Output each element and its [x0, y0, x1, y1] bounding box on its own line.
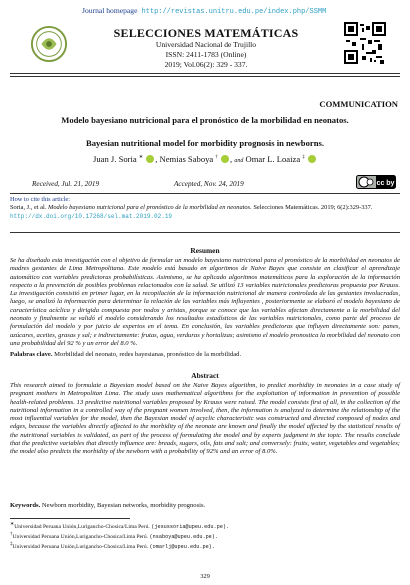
abstract-keywords [10, 502, 400, 510]
homepage-link[interactable]: http://revistas.unitru.edu.pe/index.php/SSMM [141, 8, 327, 16]
author-1-mark: ∗ [138, 155, 144, 161]
cc-badge-text: cc by [376, 180, 395, 187]
footnote-3: ‡Universidad Peruana Unión,Lurigancho-Chosica/Lima Perú. (omarlj@upeu.edu.pe). [10, 541, 215, 550]
footnotes [10, 521, 400, 551]
footnote-1: ∗Universidad Peruana Unión,Lurigancho-Chosica/Lima Perú. (jesussoria@upeu.edu.pe). [10, 522, 230, 530]
keywords-text: Newborn morbidity, Bayesian networks, morbidity prognosis. [41, 502, 206, 509]
citation-text [10, 204, 400, 221]
author-3-mark: ‡ [302, 155, 305, 161]
volume-info: 2019; Vol.06(2): 329 - 337. [164, 60, 248, 69]
citation-rule-bottom [10, 232, 400, 233]
author-3: Omar L. Loaiza [245, 154, 301, 164]
university: Universidad Nacional de Trujillo [155, 40, 257, 49]
author-2-mark: † [215, 155, 218, 161]
citation-block [10, 196, 400, 221]
author-1: Juan J. Soria [93, 154, 137, 164]
palabras-clave-text: Morbilidad del neonato, redes bayesianas, pronóstico de la morbilidad. [54, 351, 242, 358]
journal-header [22, 20, 390, 68]
header-rule-top [10, 73, 400, 74]
journal-title: SELECCIONES MATEMÁTICAS [113, 26, 299, 40]
section-label: COMMUNICATION [319, 99, 398, 109]
resumen-text: Se ha diseñado esta investigación con el objetivo de formular un modelo bayesiano nutricional para el pronóstico de la morbilidad en neonatos de madres gestantes de Lima Metropolitana. Este modelo está basado en algoritmos de Naive Bayes que consiste en clasificar el aprendizaje automático con variables predictoras probabilísticas. Asimismo, se ha aplicado algoritmos matemáticos para la exploración de la información respecto a la prevención de posibles problemas relacionados con la salud. Se utilizó 13 variables nutricionales predictoras propuesta por Krauss. La investigación consistió en primer lugar, en la recopilación de la información nutricional de manera controlada de las gestantes involucradas, luego, se analizó la información para determinar la relación de las variables más influyentes , posteriormente se elaboró el modelo bayesiano de característica acíclica y dirigida compuesta por nodos y aristas, porque se conoce que las variables afectan directamente a la morbilidad del neonato y finalmente se validó el modelo considerando los resultados estadísticos de las variables nutricionales, como parte del proceso de formulación del modelo y por juicio de expertos en el tema. En conclusión, las variables predictoras que influyen directamente son: panes, azúcares, aceites, grasas y sal; e indirectamente: frutas, agua, verduras y hortalizas; asimismo el modelo pronostica la morbilidad del neonato con una probabilidad del 92 % y un error del 8.0 %. [10, 257, 400, 347]
header-rule-bottom [10, 76, 400, 77]
citation-title: Modelo bayesiano nutricional para el pronóstico de la morbilidad en neonatos. [48, 204, 252, 212]
palabras-clave-label: Palabras clave. [10, 351, 53, 358]
orcid-icon[interactable] [308, 155, 316, 163]
cc-by-license-icon[interactable] [356, 175, 396, 189]
homepage-label: Journal homepage [82, 6, 138, 15]
issn: ISSN: 2411-1783 (Online) [165, 50, 247, 59]
received-date: Received, Jul. 21, 2019 [32, 180, 100, 188]
orcid-icon[interactable] [146, 155, 154, 163]
orcid-icon[interactable] [221, 155, 229, 163]
accepted-date: Accepted, Nov. 24, 2019 [174, 180, 244, 188]
keywords-label: Keywords. [10, 502, 41, 509]
citation-doi-link[interactable]: http://dx.doi.org/10.17268/sel.mat.2019.02.19 [10, 212, 173, 220]
resumen-heading: Resumen [190, 246, 220, 255]
qr-code-icon [344, 22, 386, 64]
title-es: Modelo bayesiano nutricional para el pronóstico de la morbilidad en neonatos. [61, 115, 349, 125]
footnote-rule [10, 518, 130, 519]
and-word: and [234, 158, 244, 164]
citation-journal: Selecciones Matemáticas. 2019; 6(2):329-337. [253, 204, 373, 212]
title-en: Bayesian nutritional model for morbidity prognosis in newborns. [86, 138, 324, 148]
page-number: 329 [200, 573, 210, 580]
citation-prefix: Soria, J., et al. [10, 204, 47, 212]
footnote-2: †Universidad Peruana Unión,Lurigancho-Chosica/Lima Perú. (nsaboya@upeu.edu.pe). [10, 531, 219, 540]
resumen-keywords [10, 351, 400, 359]
citation-heading[interactable]: How to cite this article: [10, 196, 70, 203]
author-line: Juan J. Soria ∗ , Nemias Saboya † , and Omar L. Loaiza ‡ [0, 154, 410, 164]
abstract-text: This research aimed to formulate a Bayesian model based on the Naive Bayes algorithm, to predict morbidity in neonates in a case study of pregnant mothers in Metropolitan Lima. The study uses mathematical algorithms for the exploitation of information in prevention of possible health-related problems. 13 predictive nutritional variables proposed by Krauss were raised. The model consists first of all, in the collection of the nutritional information in a controlled way of the pregnant women involved, then, the information is analyzed to determine the relationship of the most influential variables for the model, then the Bayesian model of acyclic characteristic was constructed and directed composed of nodes and edges, because the variables directly affected to the morbidity of the neonate are known and finally the model affected by the statistical results of the nutritional variables is validated, as part of the process of formulating the model and by experts judgment in the topic. The results conclude that the predictive variables that directly influence are: breads, sugars, oils, fats and salt; and conversely: fruits, water, vegetables and vegetables; the model also predicts the morbidity of the newborn with a probability of 92% and an error of 8.0%. [10, 382, 400, 456]
author-2: Nemias Saboya [159, 154, 214, 164]
citation-rule-top [10, 193, 400, 194]
abstract-heading: Abstract [191, 371, 219, 380]
journal-homepage [82, 6, 326, 16]
